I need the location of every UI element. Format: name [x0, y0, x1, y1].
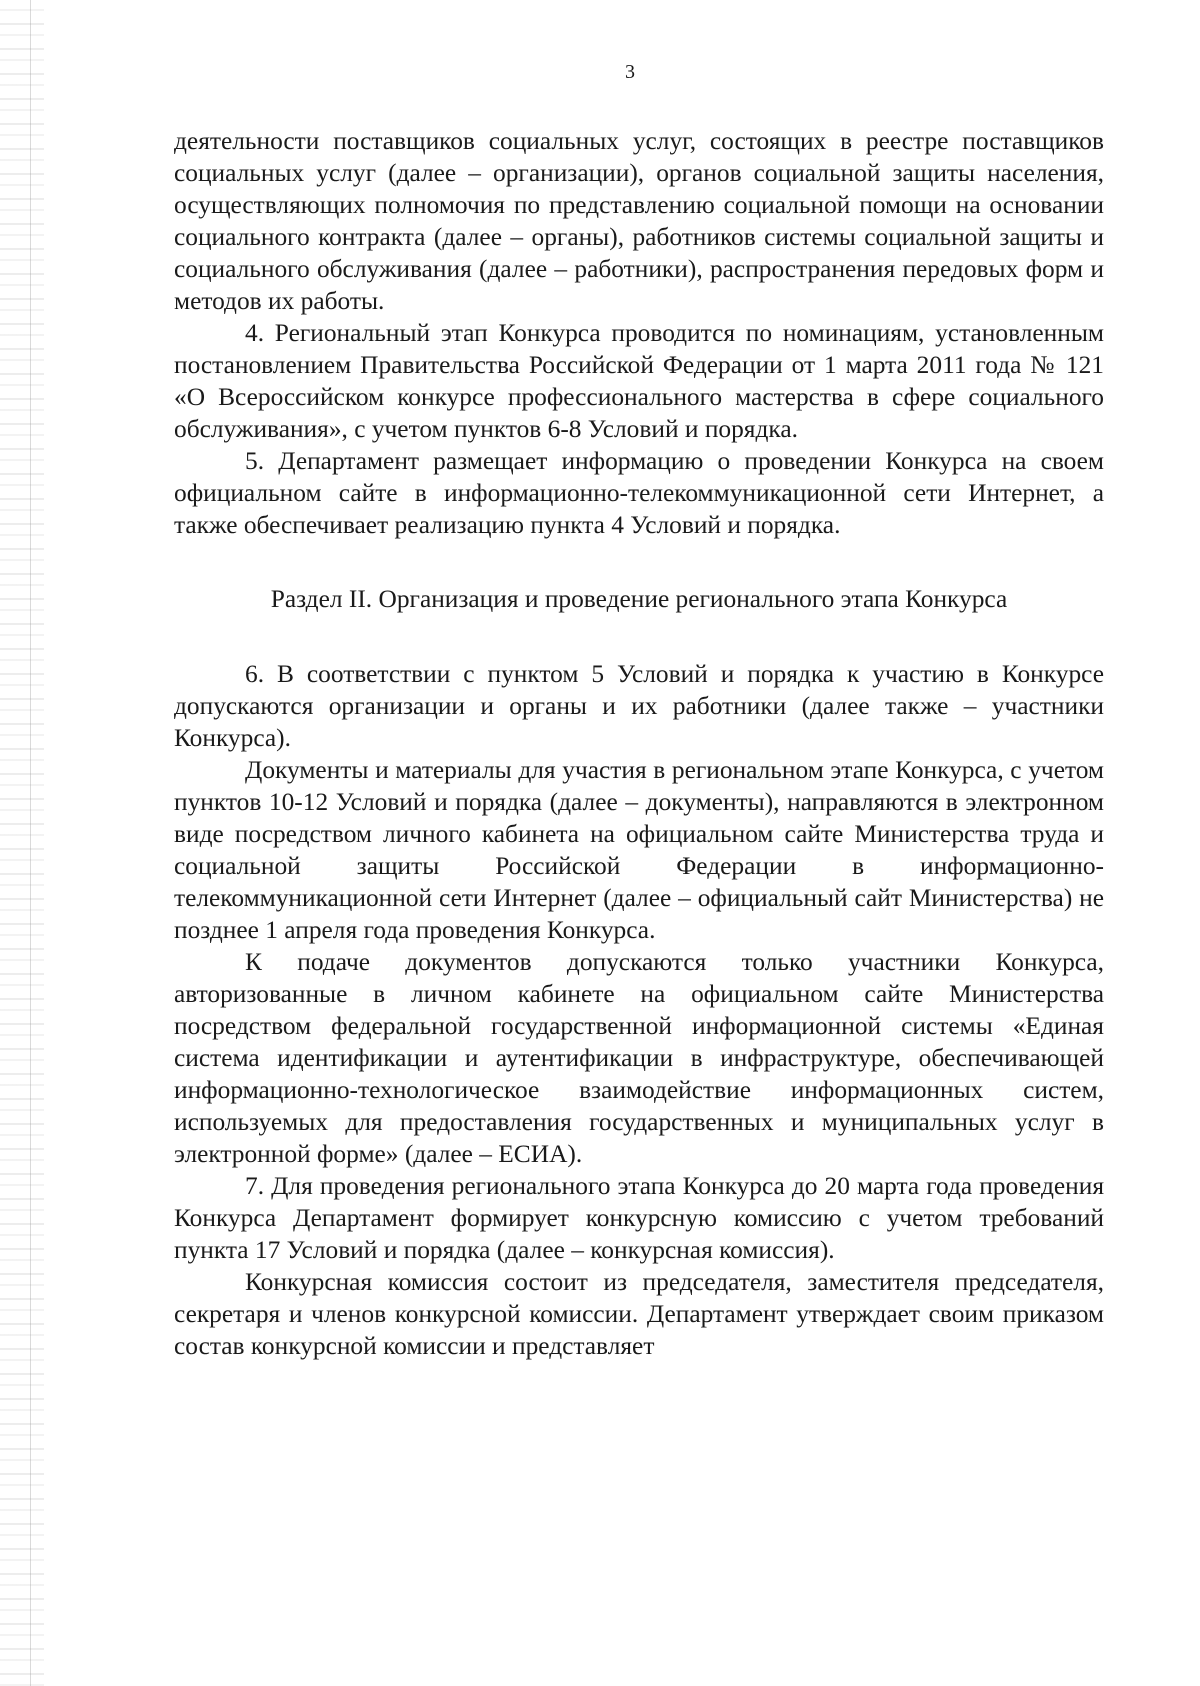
page-number: 3 — [625, 61, 635, 83]
paragraph-6: 6. В соответствии с пунктом 5 Условий и порядка к участию в Конкурсе допускаются организации и органы и их работники (далее также – участники Конкурса). — [174, 660, 1104, 752]
paragraph-5: 5. Департамент размещает информацию о проведении Конкурса на своем официальном сайте в информационно-телекоммуникационной сети Интернет, а также обеспечивает реализацию пункта 4 Условий и порядка. — [174, 447, 1104, 539]
section-heading: Раздел II. Организация и проведение регионального этапа Конкурса — [270, 585, 1008, 613]
scan-edge-artifact — [0, 0, 44, 1686]
paragraph-6-documents: Документы и материалы для участия в региональном этапе Конкурса, с учетом пунктов 10-12 Условий и порядка (далее – документы), направляются в электронном виде посредством личного кабинета на официальном сайте Министерства труда и социальной защиты Российской Федерации в информационно-телекоммуникационной сети Интернет (далее – официальный сайт Министерства) не позднее 1 апреля года проведения Конкурса. — [174, 756, 1104, 944]
document-body — [174, 125, 1104, 1362]
paragraph-7: 7. Для проведения регионального этапа Конкурса до 20 марта года проведения Конкурса Департамент формирует конкурсную комиссию с учетом требований пункта 17 Условий и порядка (далее – конкурсная комиссия). — [174, 1172, 1104, 1264]
paragraph-6-access: К подаче документов допускаются только участники Конкурса, авторизованные в личном кабинете на официальном сайте Министерства посредством федеральной государственной информационной системы «Единая система идентификации и аутентификации в инфраструктуре, обеспечивающей информационно-технологическое взаимодействие информационных систем, используемых для предоставления государственных и муниципальных услуг в электронной форме» (далее – ЕСИА). — [174, 948, 1104, 1168]
paragraph-7-composition: Конкурсная комиссия состоит из председателя, заместителя председателя, секретаря и членов конкурсной комиссии. Департамент утверждает своим приказом состав конкурсной комиссии и представляет — [174, 1268, 1104, 1360]
paragraph-continuation: деятельности поставщиков социальных услуг, состоящих в реестре поставщиков социальных услуг (далее – организации), органов социальной защиты населения, осуществляющих полномочия по представлению социальной помощи на основании социального контракта (далее – органы), работников системы социальной защиты и социального обслуживания (далее – работники), распространения передовых форм и методов их работы. — [174, 127, 1104, 315]
paragraph-4: 4. Региональный этап Конкурса проводится по номинациям, установленным постановлением Правительства Российской Федерации от 1 марта 2011 года № 121 «О Всероссийском конкурсе профессионального мастерства в сфере социального обслуживания», с учетом пунктов 6-8 Условий и порядка. — [174, 319, 1104, 443]
